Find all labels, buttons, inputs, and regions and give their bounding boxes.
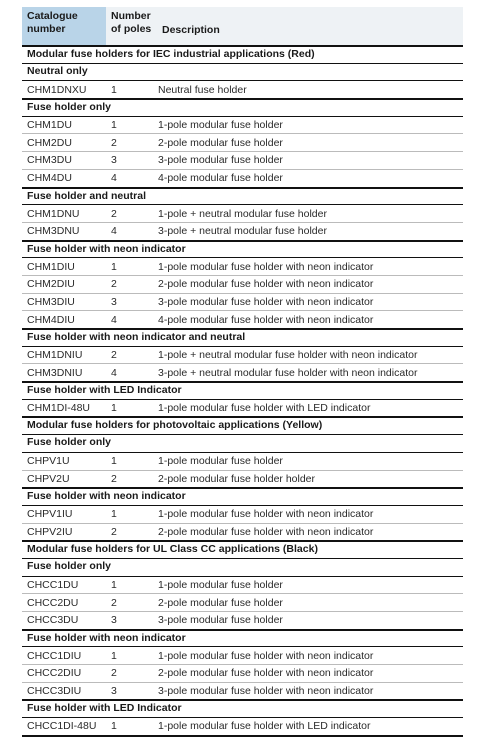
description-cell: 1-pole modular fuse holder with neon indicator	[158, 508, 374, 521]
table-row	[22, 169, 463, 187]
table-row	[22, 682, 463, 700]
poles-cell: 4	[111, 172, 117, 185]
subsection-heading: Fuse holder with LED Indicator	[22, 699, 463, 717]
catalogue-number-cell: CHM1DNXU	[27, 83, 87, 96]
poles-cell: 2	[111, 278, 117, 291]
poles-cell: 1	[111, 455, 117, 468]
table-row	[22, 399, 463, 417]
table-row	[22, 646, 463, 664]
poles-cell: 2	[111, 596, 117, 609]
catalogue-number-cell: CHCC1DIU	[27, 649, 82, 662]
poles-cell: 1	[111, 119, 117, 132]
description-cell: 1-pole modular fuse holder with neon indicator	[158, 260, 374, 273]
catalogue-number-cell: CHM1DIU	[27, 260, 75, 273]
table-bottom-rule	[22, 735, 463, 737]
section-heading: Modular fuse holders for photovoltaic applications (Yellow)	[22, 416, 463, 434]
catalogue-number-cell: CHM2DU	[27, 136, 72, 149]
table-row	[22, 346, 463, 364]
description-cell: 3-pole + neutral modular fuse holder with neon indicator	[158, 366, 418, 379]
catalogue-number-cell: CHM2DIU	[27, 278, 75, 291]
poles-cell: 4	[111, 313, 117, 326]
catalogue-number-cell: CHCC2DIU	[27, 667, 82, 680]
catalogue-number-cell: CHM3DU	[27, 154, 72, 167]
description-cell: 3-pole modular fuse holder	[158, 154, 283, 167]
header-number-of-poles	[106, 7, 158, 45]
subsection-heading: Fuse holder only	[22, 434, 463, 452]
catalogue-number-cell: CHM4DU	[27, 172, 72, 185]
description-cell: 3-pole + neutral modular fuse holder	[158, 225, 327, 238]
description-cell: Neutral fuse holder	[158, 83, 247, 96]
poles-cell: 4	[111, 366, 117, 379]
description-cell: 3-pole modular fuse holder with neon indicator	[158, 685, 374, 698]
table-row	[22, 275, 463, 293]
catalogue-number-cell: CHCC2DU	[27, 596, 79, 609]
table-row	[22, 293, 463, 311]
table-row	[22, 717, 463, 735]
description-cell: 1-pole modular fuse holder with LED indicator	[158, 402, 371, 415]
header-catalogue-line1: Catalogue	[27, 10, 78, 22]
subsection-heading: Fuse holder and neutral	[22, 187, 463, 205]
catalogue-number-cell: CHM3DIU	[27, 295, 75, 308]
table-row	[22, 257, 463, 275]
catalogue-number-cell: CHM1DNU	[27, 207, 80, 220]
catalogue-number-cell: CHM1DNIU	[27, 349, 83, 362]
catalogue-number-cell: CHCC3DU	[27, 614, 79, 627]
table-row	[22, 664, 463, 682]
description-cell: 2-pole modular fuse holder with neon indicator	[158, 667, 374, 680]
description-cell: 1-pole modular fuse holder with neon indicator	[158, 649, 374, 662]
table-row	[22, 310, 463, 328]
catalogue-number-cell: CHM1DU	[27, 119, 72, 132]
poles-cell: 2	[111, 472, 117, 485]
header-poles-line1: Number	[111, 10, 151, 22]
poles-cell: 3	[111, 295, 117, 308]
description-cell: 1-pole + neutral modular fuse holder with neon indicator	[158, 349, 418, 362]
subsection-heading: Fuse holder with neon indicator	[22, 240, 463, 258]
poles-cell: 3	[111, 614, 117, 627]
subsection-heading: Fuse holder only	[22, 98, 463, 116]
poles-cell: 1	[111, 578, 117, 591]
catalogue-number-cell: CHM3DNIU	[27, 366, 83, 379]
subsection-heading: Fuse holder with neon indicator and neutral	[22, 328, 463, 346]
catalogue-number-cell: CHPV1IU	[27, 508, 73, 521]
description-cell: 4-pole modular fuse holder	[158, 172, 283, 185]
poles-cell: 3	[111, 685, 117, 698]
catalogue-number-cell: CHPV1U	[27, 455, 70, 468]
poles-cell: 1	[111, 260, 117, 273]
catalogue-number-cell: CHM4DIU	[27, 313, 75, 326]
table-row	[22, 576, 463, 594]
description-cell: 2-pole modular fuse holder holder	[158, 472, 316, 485]
poles-cell: 2	[111, 525, 117, 538]
description-cell: 1-pole modular fuse holder with LED indicator	[158, 720, 371, 733]
table-header	[22, 7, 463, 45]
catalogue-number-cell: CHCC1DI-48U	[27, 720, 97, 733]
poles-cell: 2	[111, 207, 117, 220]
header-poles-line2: of poles	[111, 23, 152, 35]
poles-cell: 1	[111, 508, 117, 521]
subsection-heading: Fuse holder with neon indicator	[22, 487, 463, 505]
description-cell: 2-pole modular fuse holder	[158, 136, 283, 149]
table-row	[22, 523, 463, 541]
table-row	[22, 222, 463, 240]
header-catalogue-line2: number	[27, 23, 66, 35]
description-cell: 3-pole modular fuse holder	[158, 614, 283, 627]
catalogue-number-cell: CHM1DI-48U	[27, 402, 91, 415]
poles-cell: 1	[111, 720, 117, 733]
description-cell: 1-pole + neutral modular fuse holder	[158, 207, 327, 220]
poles-cell: 2	[111, 667, 117, 680]
table-row	[22, 470, 463, 488]
catalogue-number-cell: CHCC3DIU	[27, 685, 82, 698]
description-cell: 4-pole modular fuse holder with neon indicator	[158, 313, 374, 326]
poles-cell: 2	[111, 349, 117, 362]
description-cell: 2-pole modular fuse holder with neon indicator	[158, 278, 374, 291]
poles-cell: 3	[111, 154, 117, 167]
table-row	[22, 593, 463, 611]
table-row	[22, 80, 463, 98]
table-row	[22, 363, 463, 381]
description-cell: 1-pole modular fuse holder	[158, 119, 283, 132]
poles-cell: 1	[111, 83, 117, 96]
section-heading: Modular fuse holders for UL Class CC applications (Black)	[22, 540, 463, 558]
description-cell: 1-pole modular fuse holder	[158, 455, 283, 468]
table-row	[22, 452, 463, 470]
description-cell: 2-pole modular fuse holder	[158, 596, 283, 609]
table-row	[22, 505, 463, 523]
catalogue-number-cell: CHPV2U	[27, 472, 70, 485]
subsection-heading: Fuse holder with LED Indicator	[22, 381, 463, 399]
table-row	[22, 151, 463, 169]
section-heading: Modular fuse holders for IEC industrial applications (Red)	[22, 45, 463, 63]
subsection-heading: Neutral only	[22, 63, 463, 81]
description-cell: 3-pole modular fuse holder with neon indicator	[158, 295, 374, 308]
header-description	[158, 7, 463, 45]
subsection-heading: Fuse holder only	[22, 558, 463, 576]
catalogue-number-cell: CHPV2IU	[27, 525, 73, 538]
table-body	[22, 45, 463, 735]
table-row	[22, 133, 463, 151]
table-row	[22, 116, 463, 134]
table-row	[22, 204, 463, 222]
poles-cell: 4	[111, 225, 117, 238]
table-row	[22, 611, 463, 629]
description-cell: 2-pole modular fuse holder with neon indicator	[158, 525, 374, 538]
catalogue-number-cell: CHCC1DU	[27, 578, 79, 591]
poles-cell: 1	[111, 649, 117, 662]
poles-cell: 1	[111, 402, 117, 415]
description-cell: 1-pole modular fuse holder	[158, 578, 283, 591]
header-catalogue-number	[22, 7, 106, 45]
subsection-heading: Fuse holder with neon indicator	[22, 629, 463, 647]
catalogue-table	[22, 7, 463, 737]
catalogue-number-cell: CHM3DNU	[27, 225, 80, 238]
poles-cell: 2	[111, 136, 117, 149]
header-description-label: Description	[162, 24, 220, 36]
